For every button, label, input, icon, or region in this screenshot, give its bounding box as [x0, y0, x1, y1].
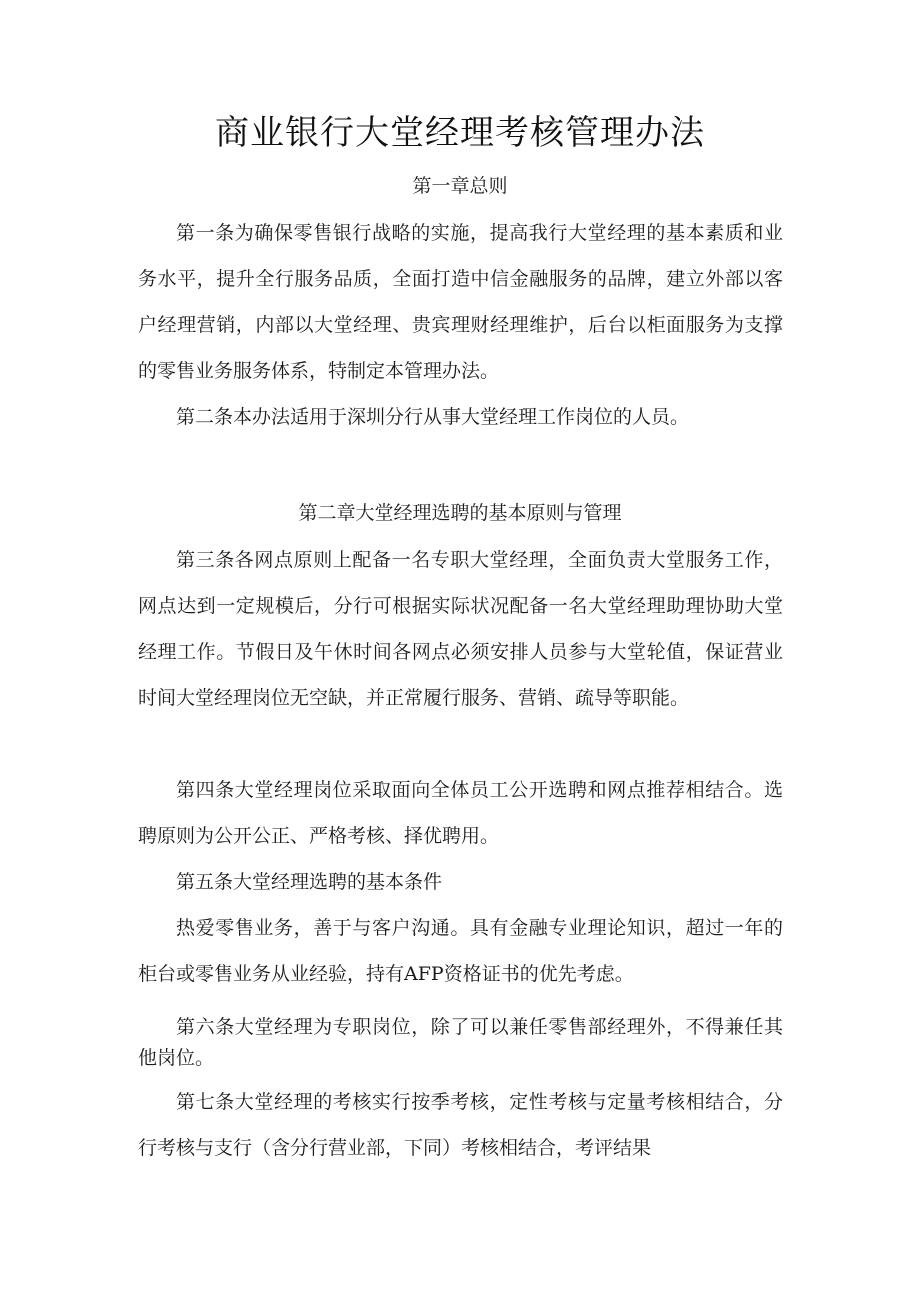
document-title: 商业银行大堂经理考核管理办法 [215, 113, 705, 153]
chapter-2-heading: 第二章大堂经理选聘的基本原则与管理 [298, 502, 622, 524]
article-5-title: 第五条大堂经理选聘的基本条件 [176, 871, 443, 893]
article-7: 第七条大堂经理的考核实行按季考核，定性考核与定量考核相结合，分行考核与支行（含分行营业部，下同）考核相结合，考评结果 [138, 1091, 783, 1159]
article-5-body: 热爱零售业务，善于与客户沟通。具有金融专业理论知识，超过一年的柜台或零售业务从业经验，持有AFP资格证书的优先考虑。 [138, 917, 783, 985]
article-6: 第六条大堂经理为专职岗位，除了可以兼任零售部经理外，不得兼任其他岗位。 [138, 1016, 783, 1069]
article-2: 第二条本办法适用于深圳分行从事大堂经理工作岗位的人员。 [176, 406, 690, 428]
chapter-1-heading: 第一章总则 [412, 175, 508, 197]
article-3: 第三条各网点原则上配备一名专职大堂经理，全面负责大堂服务工作，网点达到一定规模后，分行可根据实际状况配备一名大堂经理助理协助大堂经理工作。节假日及午休时间各网点必须安排人员参与大堂轮值，保证营业时间大堂经理岗位无空缺，并正常履行服务、营销、疏导等职能。 [138, 549, 783, 709]
article-4: 第四条大堂经理岗位采取面向全体员工公开选聘和网点推荐相结合。选聘原则为公开公正、严格考核、择优聘用。 [138, 779, 783, 847]
article-1: 第一条为确保零售银行战略的实施，提高我行大堂经理的基本素质和业务水平，提升全行服务品质，全面打造中信金融服务的品牌，建立外部以客户经理营销，内部以大堂经理、贵宾理财经理维护，后台以柜面服务为支撑的零售业务服务体系，特制定本管理办法。 [138, 222, 783, 382]
